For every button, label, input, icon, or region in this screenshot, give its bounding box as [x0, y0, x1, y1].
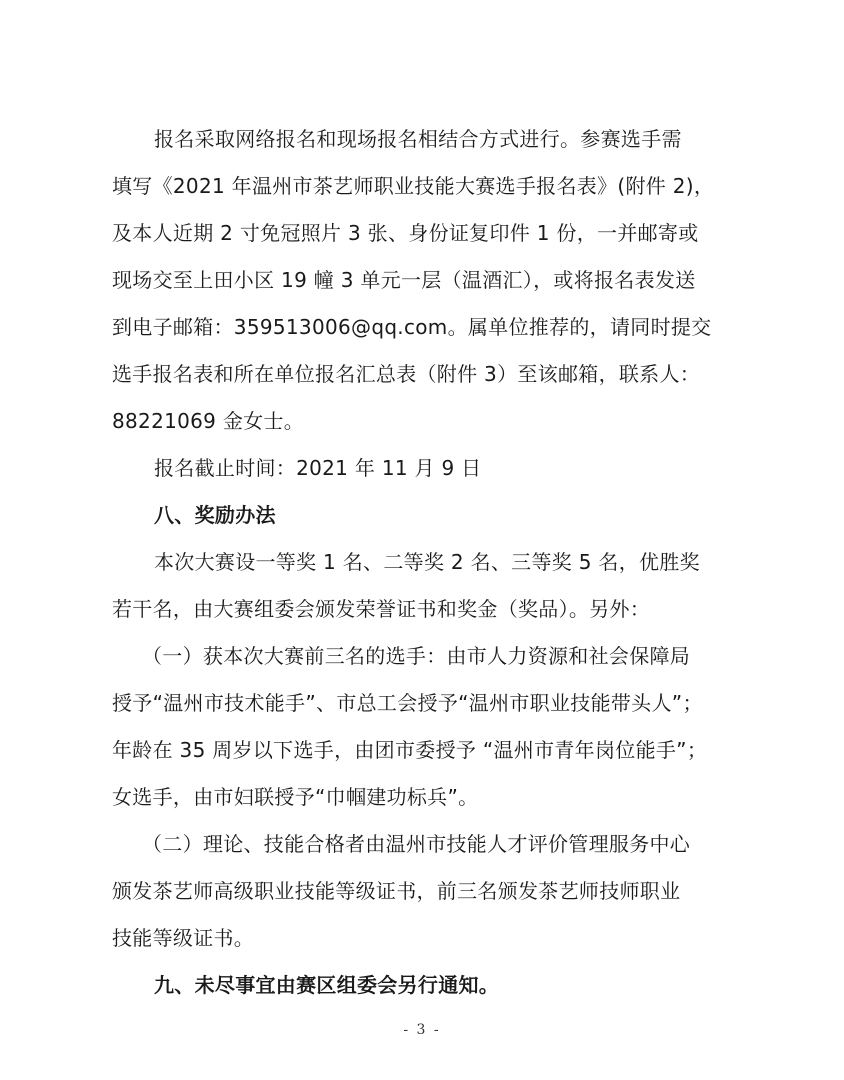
section-heading-other-matters: 九、未尽事宜由赛区组委会另行通知。	[154, 973, 500, 997]
paragraph-awards-line-2: 若干名，由大赛组委会颁发荣誉证书和奖金（奖品）。另外：	[112, 597, 651, 621]
paragraph-item-one-line-4: 女选手，由市妇联授予“巾帼建功标兵”。	[112, 785, 479, 809]
paragraph-registration-line-7: 88221069 金女士。	[112, 409, 305, 433]
paragraph-item-one-line-3: 年龄在 35 周岁以下选手，由团市委授予 “温州市青年岗位能手”；	[112, 738, 708, 762]
registration-deadline: 报名截止时间：2021 年 11 月 9 日	[154, 456, 482, 480]
paragraph-awards-line-1: 本次大赛设一等奖 1 名、二等奖 2 名、三等奖 5 名，优胜奖	[154, 550, 700, 574]
paragraph-registration-line-1: 报名采取网络报名和现场报名相结合方式进行。参赛选手需	[154, 127, 682, 151]
paragraph-registration-line-4: 现场交至上田小区 19 幢 3 单元一层（温酒汇），或将报名表发送	[112, 268, 696, 292]
paragraph-registration-line-2: 填写《2021 年温州市茶艺师职业技能大赛选手报名表》(附件 2)，	[112, 174, 715, 198]
paragraph-item-two-line-3: 技能等级证书。	[112, 926, 255, 950]
paragraph-item-one-line-1: （一）获本次大赛前三名的选手：由市人力资源和社会保障局	[142, 644, 691, 668]
paragraph-item-one-line-2: 授予“温州市技术能手”、市总工会授予“温州市职业技能带头人”；	[112, 691, 703, 715]
paragraph-registration-line-5: 到电子邮箱：359513006@qq.com。属单位推荐的，请同时提交	[112, 315, 712, 339]
section-heading-awards: 八、奖励办法	[154, 503, 276, 527]
page-number: - 3 -	[403, 1022, 441, 1038]
paragraph-registration-line-6: 选手报名表和所在单位报名汇总表（附件 3）至该邮箱，联系人：	[112, 362, 701, 386]
paragraph-item-two-line-2: 颁发茶艺师高级职业技能等级证书，前三名颁发茶艺师技师职业	[112, 879, 681, 903]
paragraph-registration-line-3: 及本人近期 2 寸免冠照片 3 张、身份证复印件 1 份，一并邮寄或	[112, 221, 699, 245]
paragraph-item-two-line-1: （二）理论、技能合格者由温州市技能人才评价管理服务中心	[142, 832, 691, 856]
